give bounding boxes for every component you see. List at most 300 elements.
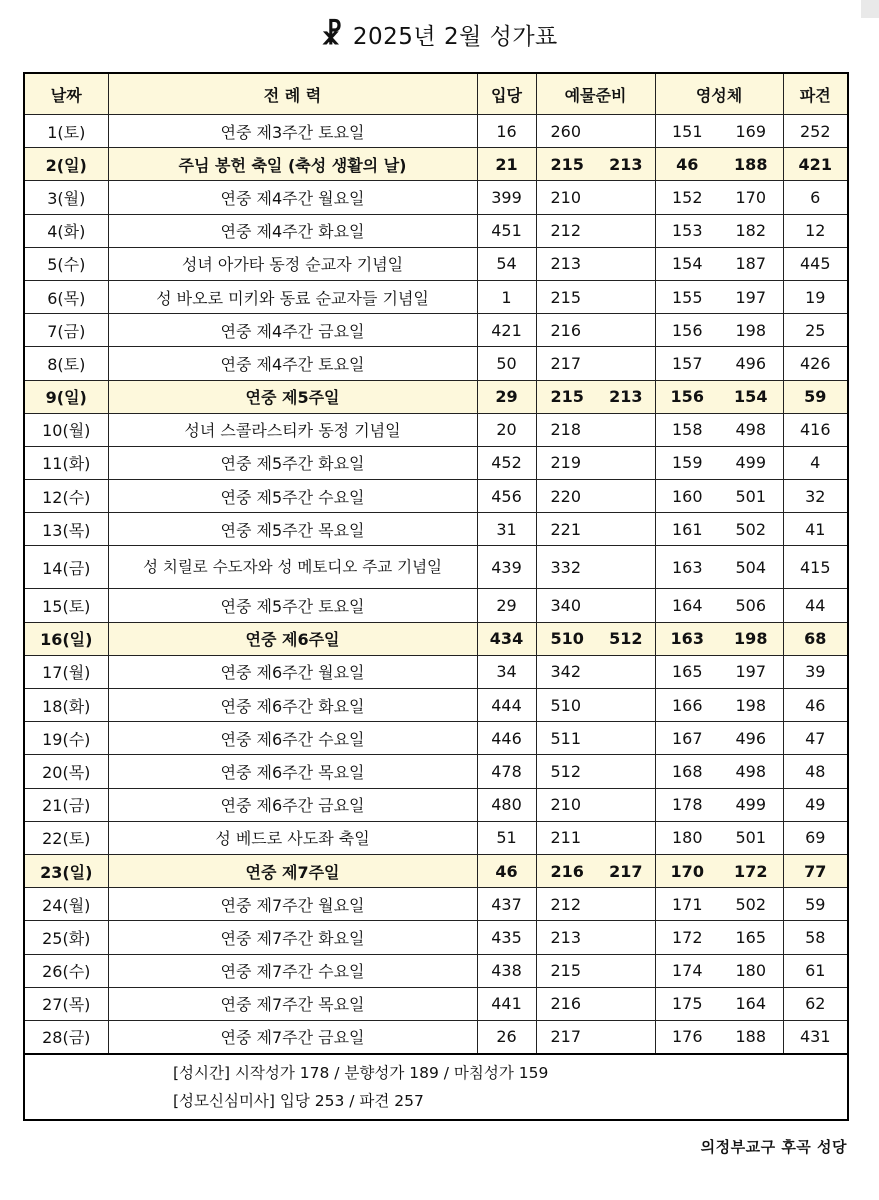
row-entrance: 438 <box>477 954 536 987</box>
row-entrance: 452 <box>477 446 536 479</box>
row-entrance: 1 <box>477 280 536 313</box>
row-liturgy: 성 바오로 미키와 동료 순교자들 기념일 <box>108 280 477 313</box>
communion-hymn-1: 178 <box>671 795 703 815</box>
row-communion <box>655 115 783 148</box>
row-offertory <box>536 755 655 788</box>
row-date: 21(금) <box>24 788 108 821</box>
row-liturgy: 연중 제5주간 목요일 <box>108 513 477 546</box>
row-date: 12(수) <box>24 480 108 513</box>
table-row <box>24 181 848 214</box>
row-entrance: 480 <box>477 788 536 821</box>
row-dismissal: 4 <box>783 446 848 479</box>
offertory-hymn-1: 216 <box>550 861 584 881</box>
row-communion <box>655 1020 783 1054</box>
table-row <box>24 115 848 148</box>
row-dismissal: 416 <box>783 413 848 446</box>
row-date: 10(월) <box>24 413 108 446</box>
row-offertory <box>536 1020 655 1054</box>
table-row <box>24 413 848 446</box>
row-offertory <box>536 921 655 954</box>
communion-hymn-2: 198 <box>734 629 768 649</box>
offertory-hymn-1: 510 <box>550 695 582 715</box>
row-dismissal: 49 <box>783 788 848 821</box>
row-offertory <box>536 413 655 446</box>
row-dismissal: 25 <box>783 314 848 347</box>
communion-hymn-2: 197 <box>735 662 767 682</box>
row-date: 26(수) <box>24 954 108 987</box>
row-offertory <box>536 314 655 347</box>
title-text: 2025년 2월 성가표 <box>352 24 558 50</box>
row-entrance: 46 <box>477 854 536 887</box>
header-row <box>24 73 848 115</box>
communion-hymn-2: 164 <box>735 994 767 1014</box>
communion-hymn-2: 498 <box>735 420 767 440</box>
row-liturgy: 주님 봉헌 축일 (축성 생활의 날) <box>108 148 477 181</box>
row-dismissal: 47 <box>783 722 848 755</box>
row-dismissal: 69 <box>783 821 848 854</box>
row-dismissal: 32 <box>783 480 848 513</box>
communion-hymn-1: 153 <box>671 221 703 241</box>
communion-hymn-1: 152 <box>671 187 703 207</box>
footer-row <box>24 1054 848 1120</box>
row-date: 15(토) <box>24 589 108 622</box>
row-date: 7(금) <box>24 314 108 347</box>
row-liturgy: 연중 제7주일 <box>108 854 477 887</box>
offertory-hymn-2: 217 <box>609 861 643 881</box>
row-communion <box>655 446 783 479</box>
holy-hour-note: [성시간] 시작성가 178 / 분향성가 189 / 마침성가 159 <box>173 1064 549 1083</box>
header-offertory: 예물준비 <box>536 73 655 115</box>
row-dismissal: 431 <box>783 1020 848 1054</box>
table-row <box>24 480 848 513</box>
offertory-hymn-1: 219 <box>550 453 582 473</box>
row-dismissal: 12 <box>783 214 848 247</box>
communion-hymn-2: 504 <box>735 557 767 577</box>
offertory-hymn-2 <box>597 520 655 539</box>
row-dismissal: 77 <box>783 854 848 887</box>
offertory-hymn-2 <box>597 696 655 715</box>
communion-hymn-1: 159 <box>671 453 703 473</box>
row-date: 11(화) <box>24 446 108 479</box>
offertory-hymn-2 <box>597 596 655 615</box>
table-row <box>24 446 848 479</box>
row-liturgy: 연중 제7주간 금요일 <box>108 1020 477 1054</box>
communion-hymn-2: 197 <box>735 287 767 307</box>
communion-hymn-1: 166 <box>671 695 703 715</box>
offertory-hymn-1: 217 <box>550 1027 582 1047</box>
table-row <box>24 655 848 688</box>
row-offertory <box>536 480 655 513</box>
row-offertory <box>536 115 655 148</box>
communion-hymn-2: 501 <box>735 828 767 848</box>
offertory-hymn-2 <box>597 994 655 1013</box>
table-row <box>24 148 848 181</box>
communion-hymn-2: 498 <box>735 761 767 781</box>
row-date: 18(화) <box>24 689 108 722</box>
header-communion: 영성체 <box>655 73 783 115</box>
row-communion <box>655 314 783 347</box>
row-communion <box>655 347 783 380</box>
offertory-hymn-2: 213 <box>609 154 643 174</box>
footer-notes <box>24 1054 848 1120</box>
row-communion <box>655 589 783 622</box>
row-entrance: 26 <box>477 1020 536 1054</box>
communion-hymn-2: 501 <box>735 486 767 506</box>
offertory-hymn-2 <box>597 895 655 914</box>
communion-hymn-2: 496 <box>735 728 767 748</box>
offertory-hymn-1: 511 <box>550 728 582 748</box>
communion-hymn-1: 165 <box>671 662 703 682</box>
row-date: 16(일) <box>24 622 108 655</box>
row-liturgy: 연중 제4주간 월요일 <box>108 181 477 214</box>
row-entrance: 451 <box>477 214 536 247</box>
row-liturgy: 연중 제6주일 <box>108 622 477 655</box>
table-row <box>24 380 848 413</box>
communion-hymn-2: 499 <box>735 795 767 815</box>
row-dismissal: 62 <box>783 987 848 1020</box>
row-offertory <box>536 513 655 546</box>
communion-hymn-2: 499 <box>735 453 767 473</box>
row-liturgy: 연중 제7주간 수요일 <box>108 954 477 987</box>
row-dismissal: 46 <box>783 689 848 722</box>
row-communion <box>655 214 783 247</box>
offertory-hymn-1: 512 <box>550 761 582 781</box>
row-dismissal: 41 <box>783 513 848 546</box>
row-date: 3(월) <box>24 181 108 214</box>
row-communion <box>655 655 783 688</box>
row-date: 5(수) <box>24 247 108 280</box>
offertory-hymn-1: 340 <box>550 596 582 616</box>
offertory-hymn-1: 213 <box>550 254 582 274</box>
row-dismissal: 39 <box>783 655 848 688</box>
row-dismissal: 19 <box>783 280 848 313</box>
row-liturgy: 연중 제7주간 목요일 <box>108 987 477 1020</box>
table-row <box>24 347 848 380</box>
row-communion <box>655 722 783 755</box>
row-liturgy: 연중 제7주간 화요일 <box>108 921 477 954</box>
row-communion <box>655 181 783 214</box>
offertory-hymn-1: 215 <box>550 287 582 307</box>
table-row <box>24 888 848 921</box>
row-liturgy: 연중 제4주간 토요일 <box>108 347 477 380</box>
offertory-hymn-1: 221 <box>550 519 582 539</box>
page-title <box>0 18 879 55</box>
row-liturgy: 연중 제4주간 화요일 <box>108 214 477 247</box>
table-row <box>24 921 848 954</box>
row-entrance: 34 <box>477 655 536 688</box>
row-communion <box>655 380 783 413</box>
row-dismissal: 6 <box>783 181 848 214</box>
row-dismissal: 252 <box>783 115 848 148</box>
offertory-hymn-1: 210 <box>550 795 582 815</box>
row-dismissal: 48 <box>783 755 848 788</box>
row-entrance: 434 <box>477 622 536 655</box>
row-entrance: 51 <box>477 821 536 854</box>
table-row <box>24 821 848 854</box>
row-offertory <box>536 380 655 413</box>
row-date: 8(토) <box>24 347 108 380</box>
offertory-hymn-2 <box>597 453 655 472</box>
row-entrance: 478 <box>477 755 536 788</box>
row-date: 24(월) <box>24 888 108 921</box>
communion-hymn-1: 163 <box>670 629 704 649</box>
communion-hymn-1: 180 <box>671 828 703 848</box>
chi-rho-icon: ☧ <box>321 20 343 51</box>
marian-mass-note: [성모신심미사] 입당 253 / 파견 257 <box>173 1092 424 1111</box>
offertory-hymn-2: 512 <box>609 629 643 649</box>
row-offertory <box>536 954 655 987</box>
offertory-hymn-2 <box>597 487 655 506</box>
offertory-hymn-1: 212 <box>550 894 582 914</box>
communion-hymn-1: 167 <box>671 728 703 748</box>
hymn-schedule-table <box>23 72 849 1121</box>
communion-hymn-2: 172 <box>734 861 768 881</box>
table-row <box>24 214 848 247</box>
table-row <box>24 954 848 987</box>
offertory-hymn-2: 213 <box>609 387 643 407</box>
row-dismissal: 61 <box>783 954 848 987</box>
row-liturgy: 연중 제7주간 월요일 <box>108 888 477 921</box>
communion-hymn-1: 170 <box>670 861 704 881</box>
table-row <box>24 314 848 347</box>
offertory-hymn-2 <box>597 558 655 577</box>
table-row <box>24 622 848 655</box>
row-liturgy: 연중 제5주일 <box>108 380 477 413</box>
row-liturgy: 성 치릴로 수도자와 성 메토디오 주교 기념일 <box>108 546 477 589</box>
communion-hymn-2: 502 <box>735 894 767 914</box>
row-liturgy: 연중 제6주간 수요일 <box>108 722 477 755</box>
row-entrance: 441 <box>477 987 536 1020</box>
communion-hymn-2: 182 <box>735 221 767 241</box>
row-offertory <box>536 854 655 887</box>
communion-hymn-1: 163 <box>671 557 703 577</box>
offertory-hymn-1: 215 <box>550 387 584 407</box>
row-entrance: 437 <box>477 888 536 921</box>
communion-hymn-1: 160 <box>671 486 703 506</box>
row-offertory <box>536 689 655 722</box>
row-dismissal: 426 <box>783 347 848 380</box>
table-row <box>24 513 848 546</box>
communion-hymn-1: 168 <box>671 761 703 781</box>
communion-hymn-2: 198 <box>735 320 767 340</box>
communion-hymn-2: 502 <box>735 519 767 539</box>
row-communion <box>655 821 783 854</box>
row-communion <box>655 689 783 722</box>
row-entrance: 21 <box>477 148 536 181</box>
communion-hymn-1: 154 <box>671 254 703 274</box>
row-offertory <box>536 214 655 247</box>
row-date: 19(수) <box>24 722 108 755</box>
communion-hymn-2: 170 <box>735 187 767 207</box>
row-offertory <box>536 347 655 380</box>
row-entrance: 29 <box>477 380 536 413</box>
row-date: 17(월) <box>24 655 108 688</box>
offertory-hymn-2 <box>597 1027 655 1046</box>
offertory-hymn-2 <box>597 795 655 814</box>
row-liturgy: 연중 제5주간 수요일 <box>108 480 477 513</box>
communion-hymn-2: 187 <box>735 254 767 274</box>
communion-hymn-2: 154 <box>734 387 768 407</box>
offertory-hymn-2 <box>597 662 655 681</box>
offertory-hymn-1: 216 <box>550 320 582 340</box>
table-row <box>24 689 848 722</box>
row-dismissal: 445 <box>783 247 848 280</box>
row-dismissal: 58 <box>783 921 848 954</box>
row-date: 28(금) <box>24 1020 108 1054</box>
table-row <box>24 546 848 589</box>
row-date: 20(목) <box>24 755 108 788</box>
row-entrance: 444 <box>477 689 536 722</box>
row-date: 2(일) <box>24 148 108 181</box>
offertory-hymn-2 <box>597 354 655 373</box>
row-entrance: 31 <box>477 513 536 546</box>
offertory-hymn-2 <box>597 188 655 207</box>
row-entrance: 439 <box>477 546 536 589</box>
communion-hymn-1: 172 <box>671 927 703 947</box>
row-liturgy: 성 베드로 사도좌 축일 <box>108 821 477 854</box>
header-date: 날짜 <box>24 73 108 115</box>
communion-hymn-1: 46 <box>676 154 699 174</box>
offertory-hymn-2 <box>597 420 655 439</box>
row-communion <box>655 480 783 513</box>
row-offertory <box>536 788 655 821</box>
communion-hymn-1: 155 <box>671 287 703 307</box>
offertory-hymn-2 <box>597 288 655 307</box>
row-dismissal: 415 <box>783 546 848 589</box>
row-entrance: 16 <box>477 115 536 148</box>
row-entrance: 399 <box>477 181 536 214</box>
row-entrance: 446 <box>477 722 536 755</box>
row-offertory <box>536 888 655 921</box>
table-row <box>24 589 848 622</box>
parish-name: 의정부교구 후곡 성당 <box>700 1138 847 1156</box>
window-corner <box>861 0 879 18</box>
offertory-hymn-2 <box>597 122 655 141</box>
row-communion <box>655 888 783 921</box>
table-row <box>24 247 848 280</box>
row-date: 14(금) <box>24 546 108 589</box>
communion-hymn-2: 188 <box>735 1027 767 1047</box>
row-date: 25(화) <box>24 921 108 954</box>
communion-hymn-1: 164 <box>671 596 703 616</box>
row-liturgy: 연중 제6주간 월요일 <box>108 655 477 688</box>
header-liturgy: 전 례 력 <box>108 73 477 115</box>
row-offertory <box>536 821 655 854</box>
row-dismissal: 44 <box>783 589 848 622</box>
table-row <box>24 788 848 821</box>
offertory-hymn-1: 220 <box>550 486 582 506</box>
communion-hymn-2: 180 <box>735 961 767 981</box>
row-offertory <box>536 247 655 280</box>
communion-hymn-2: 169 <box>735 121 767 141</box>
communion-hymn-2: 506 <box>735 596 767 616</box>
row-communion <box>655 546 783 589</box>
row-communion <box>655 755 783 788</box>
row-entrance: 54 <box>477 247 536 280</box>
offertory-hymn-1: 211 <box>550 828 582 848</box>
row-communion <box>655 148 783 181</box>
row-communion <box>655 413 783 446</box>
row-offertory <box>536 446 655 479</box>
row-date: 1(토) <box>24 115 108 148</box>
offertory-hymn-2 <box>597 321 655 340</box>
row-liturgy: 연중 제6주간 화요일 <box>108 689 477 722</box>
row-date: 4(화) <box>24 214 108 247</box>
row-entrance: 435 <box>477 921 536 954</box>
row-communion <box>655 622 783 655</box>
offertory-hymn-1: 332 <box>550 557 582 577</box>
offertory-hymn-1: 215 <box>550 961 582 981</box>
communion-hymn-2: 496 <box>735 353 767 373</box>
offertory-hymn-1: 218 <box>550 420 582 440</box>
row-date: 9(일) <box>24 380 108 413</box>
row-offertory <box>536 722 655 755</box>
offertory-hymn-2 <box>597 828 655 847</box>
row-dismissal: 59 <box>783 380 848 413</box>
offertory-hymn-2 <box>597 961 655 980</box>
header-dismissal: 파견 <box>783 73 848 115</box>
communion-hymn-1: 171 <box>671 894 703 914</box>
offertory-hymn-2 <box>597 729 655 748</box>
row-offertory <box>536 546 655 589</box>
row-dismissal: 59 <box>783 888 848 921</box>
row-communion <box>655 987 783 1020</box>
table-row <box>24 987 848 1020</box>
offertory-hymn-1: 212 <box>550 221 582 241</box>
row-date: 23(일) <box>24 854 108 887</box>
row-offertory <box>536 181 655 214</box>
row-liturgy: 연중 제3주간 토요일 <box>108 115 477 148</box>
communion-hymn-2: 165 <box>735 927 767 947</box>
table-row <box>24 755 848 788</box>
communion-hymn-1: 151 <box>671 121 703 141</box>
row-liturgy: 연중 제6주간 목요일 <box>108 755 477 788</box>
offertory-hymn-2 <box>597 928 655 947</box>
offertory-hymn-1: 510 <box>550 629 584 649</box>
table-row <box>24 280 848 313</box>
communion-hymn-1: 156 <box>671 320 703 340</box>
row-liturgy: 연중 제6주간 금요일 <box>108 788 477 821</box>
communion-hymn-1: 174 <box>671 961 703 981</box>
row-date: 22(토) <box>24 821 108 854</box>
header-entrance: 입당 <box>477 73 536 115</box>
row-date: 6(목) <box>24 280 108 313</box>
offertory-hymn-1: 210 <box>550 187 582 207</box>
row-dismissal: 68 <box>783 622 848 655</box>
communion-hymn-1: 156 <box>670 387 704 407</box>
offertory-hymn-2 <box>597 254 655 273</box>
row-date: 13(목) <box>24 513 108 546</box>
table-row <box>24 854 848 887</box>
offertory-hymn-1: 215 <box>550 154 584 174</box>
row-dismissal: 421 <box>783 148 848 181</box>
row-entrance: 50 <box>477 347 536 380</box>
communion-hymn-1: 161 <box>671 519 703 539</box>
communion-hymn-2: 198 <box>735 695 767 715</box>
row-communion <box>655 954 783 987</box>
row-offertory <box>536 148 655 181</box>
row-communion <box>655 854 783 887</box>
offertory-hymn-1: 213 <box>550 927 582 947</box>
row-offertory <box>536 280 655 313</box>
row-date: 27(목) <box>24 987 108 1020</box>
row-entrance: 20 <box>477 413 536 446</box>
row-liturgy: 연중 제5주간 토요일 <box>108 589 477 622</box>
row-communion <box>655 280 783 313</box>
row-offertory <box>536 589 655 622</box>
offertory-hymn-2 <box>597 221 655 240</box>
row-offertory <box>536 622 655 655</box>
